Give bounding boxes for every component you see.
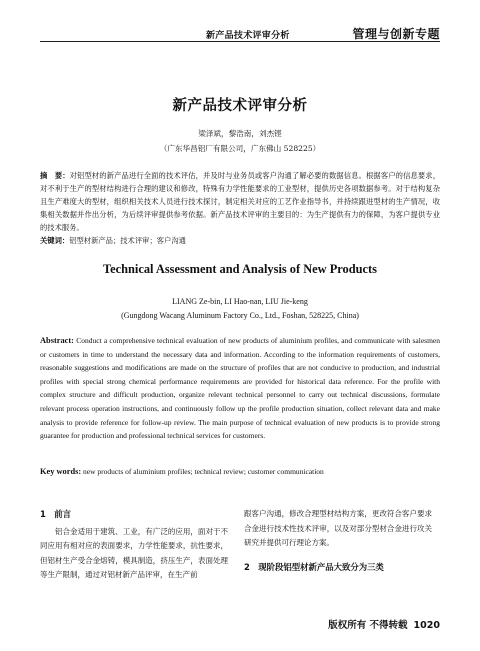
abstract-en-label: Abstract: — [40, 336, 74, 345]
page-header — [0, 0, 480, 44]
abstract-en — [40, 334, 440, 443]
keywords-cn-text: 铝型材新产品；技术评审；客户沟通 — [69, 236, 186, 245]
page-number: 1020 — [413, 620, 440, 631]
abstract-cn — [40, 169, 440, 247]
abstract-en-text: Conduct a comprehensive technical evaluation of new products of aluminium profiles, and communicate with salesmen or customers in time to understand the necessary data and information. According to the information requirements of customers, reasonable suggestions and modifications are made on the structure of profiles that are not conducive to production, and industrial profiles with special strong chemical performance requirements are provided for historical data reference. For the profile with complex structure and difficult production, organize relevant technical personnel to carry out technical discussions, formulate relevant process operation instructions, and continuously follow up the profile production situation, collect relevant data and make analysis to provide reference for follow-up review. The main purpose of technical evaluation of new products is to provide strong guarantee for production and professional technical services for customers. — [40, 336, 441, 441]
section-1-text-right: 跟客户沟通，修改合理型材结构方案，更改符合客户要求合金进行技术性技术评审，以及对部分型材合金进行攻关研究并提供可行理论方案。 — [244, 509, 432, 547]
affiliation-cn: （广东华昌铝厂有限公司，广东佛山 528225） — [159, 144, 321, 153]
running-title: 新产品技术评审分析 — [206, 31, 290, 41]
page-footer — [328, 617, 440, 631]
abstract-cn-text: 对铝型材的新产品进行全面的技术评估，并及时与业务员或客户沟通了解必要的数据信息。根据客户的信息要求，对不利于生产的型材结构进行合理的建议和修改，特殊有力学性能要求的工业型材，提供历史各项数据参考。对于结构复杂且生产难度大的型材，组织相关技术人员进行技术探讨，制定相关对应的工艺作业指导书，并持续跟进型材的生产情况，收集相关数据并作出分析，为后续评审提供参考依据。新产品技术评审的主要目的：为生产提供有力的保障，为客户提供专业的技术服务。 — [40, 171, 440, 232]
keywords-en-text: new products of aluminium profiles; technical review; customer communication — [83, 467, 324, 476]
authors-cn: 梁泽斌，黎浩南，刘杰铿 — [198, 129, 282, 138]
keywords-cn-label: 关键词： — [40, 236, 70, 245]
authors-en: LIANG Ze-bin, LI Hao-nan, LIU Jie-keng — [172, 297, 308, 306]
keywords-en-label: Key words: — [40, 467, 82, 476]
section-2-heading: 2 现阶段铝型材新产品大致分为三类 — [244, 561, 384, 572]
abstract-cn-label: 摘 要： — [40, 171, 70, 180]
body-column-left — [40, 507, 228, 583]
paper-title-en: Technical Assessment and Analysis of New Products — [102, 262, 377, 276]
section-1-text-left: 铝合金适用于建筑、工业，有广泛的应用，面对于不同应用有相对应的表面要求，力学性能要求，抗性要求，但铝材生产受合金熔铸，模具制造，挤压生产，表面处理等生产限制，通过对铝材新产品评审，在生产前 — [40, 526, 228, 579]
footer-rights: 版权所有 不得转载 — [328, 620, 408, 631]
header-rule — [40, 41, 440, 42]
paper-title-cn: 新产品技术评审分析 — [172, 98, 308, 114]
section-1-heading: 1 前言 — [40, 509, 71, 519]
affiliation-en: (Gungdong Wacang Aluminum Factory Co., Ltd., Foshan, 528225, China) — [121, 311, 359, 320]
body-column-right — [244, 507, 432, 577]
column-title: 管理与创新专题 — [352, 27, 440, 41]
keywords-en — [40, 467, 440, 476]
